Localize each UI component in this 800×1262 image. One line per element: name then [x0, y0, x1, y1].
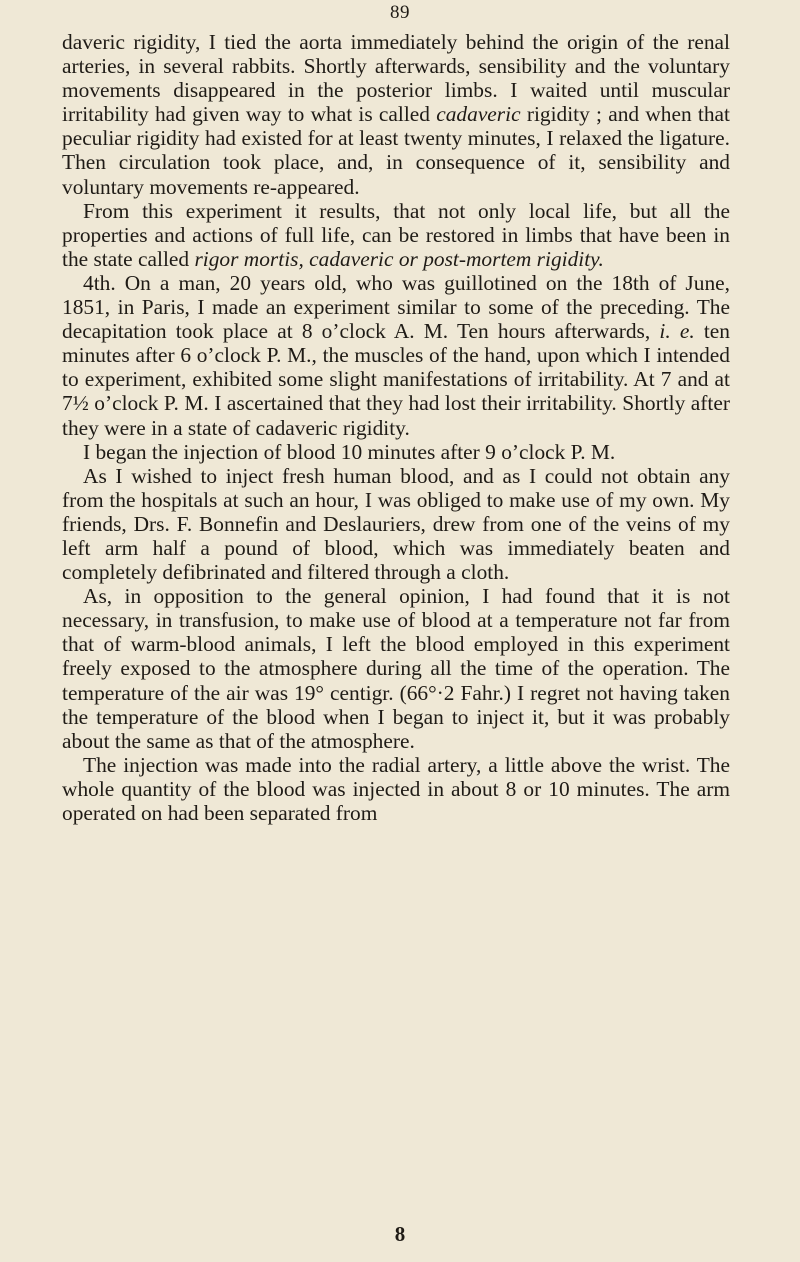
- paragraph: [62, 271, 730, 440]
- body-text: [62, 30, 730, 825]
- text-run: rigidity ; and when that peculiar rigidity had existed for at least twenty minutes, I relaxed the ligature. Then circulation took place, and, in consequence of it, sensibility and voluntary movements re-appeared.: [62, 102, 730, 199]
- text-run: ten minutes after 6 o’clock P. M., the muscles of the hand, upon which I intended to experiment, exhibited some slight manifestations of irritability. At 7 and at 7½ o’clock P. M. I ascertained that they had lost their irritability. Shortly after they were in a state of cadaveric rigidity.: [62, 319, 730, 440]
- paragraph: [62, 440, 730, 464]
- text-run: 4th. On a man, 20 years old, who was guillotined on the 18th of June, 1851, in Paris, I made an experiment similar to some of the preceding. The decapitation took place at 8 o’clock A. M. Ten hours afterwards,: [62, 270, 730, 344]
- paragraph: [62, 753, 730, 825]
- text-run: The injection was made into the radial artery, a little above the wrist. The whole quantity of the blood was injected in about 8 or 10 minutes. The arm operated on had been separated from: [62, 752, 730, 825]
- italic-text: cadaveric: [436, 102, 521, 127]
- page-number: 89: [390, 2, 410, 23]
- paragraph: [62, 30, 730, 199]
- signature-mark: 8: [394, 1222, 406, 1246]
- text-run: As, in opposition to the general opinion, I had found that it is not necessary, in transfusion, to make use of blood at a temperature not far from that of warm-blood animals, I left the blood employed in this experiment freely exposed to the atmosphere during all the time of the operation. The temperature of the air was 19° centigr. (66°·2 Fahr.) I regret not having taken the temperature of the blood when I began to inject it, but it was probably about the same as that of the atmosphere.: [62, 584, 730, 753]
- paragraph: [62, 584, 730, 753]
- text-run: As I wished to inject fresh human blood, and as I could not obtain any from the hospitals at such an hour, I was obliged to make use of my own. My friends, Drs. F. Bonnefin and Deslauriers, drew from one of the veins of my left arm half a pound of blood, which was immediately beaten and completely defibrinated and filtered through a cloth.: [62, 463, 730, 585]
- text-run: I began the injection of blood 10 minutes after 9 o’clock P. M.: [83, 439, 616, 464]
- italic-text: i. e.: [659, 319, 695, 344]
- paragraph: [62, 199, 730, 271]
- italic-text: rigor mortis, cadaveric or post-mortem rigidity.: [194, 246, 604, 271]
- text-run: From this experiment it results, that not only local life, but all the properties and actions of full life, can be restored in limbs that have been in the state called: [62, 198, 730, 271]
- paragraph: [62, 464, 730, 584]
- text-run: daveric rigidity, I tied the aorta immediately behind the origin of the renal arteries, in several rabbits. Shortly afterwards, sensibility and the voluntary movements disappeared in the posterior limbs. I waited until muscular irritability had given way to what is called: [62, 30, 730, 127]
